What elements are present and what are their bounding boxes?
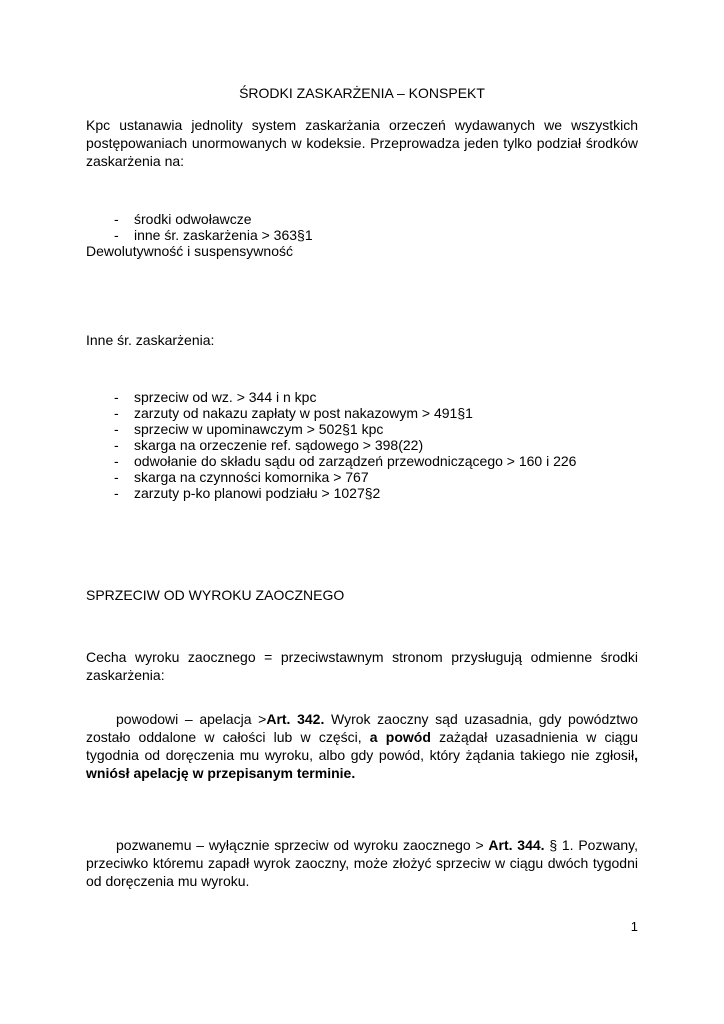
appeal-types-list [86, 211, 638, 243]
inne-heading: Inne śr. zaskarżenia: [86, 332, 215, 348]
powod-text-2: Wyrok zaoczny sąd uzasadnia, gdy powództwo zostało oddalone w całości lub w części, [86, 711, 639, 745]
list-item: - zarzuty p-ko planowi podziału > 1027§2 [86, 485, 638, 501]
dewolutywnosc-line: Dewolutywność i suspensywność [86, 243, 293, 259]
page-number: 1 [630, 919, 638, 934]
powod-text-1: powodowi – apelacja > [116, 711, 267, 727]
list-item: - zarzuty od nakazu zapłaty w post nakazowym > 491§1 [86, 405, 638, 421]
document-title: ŚRODKI ZASKARŻENIA – KONSPEKT [239, 85, 485, 101]
powod-text-3: zażądał uzasadnienia w ciągu tygodnia od doręczenia mu wyroku, albo gdy powód, który żądania takiego nie zgłosił [86, 729, 638, 763]
powod-bold-3: , wniósł apelację w przepisanym terminie. [86, 747, 638, 781]
other-remedies-list [86, 389, 638, 501]
pozwany-text-1: pozwanemu – wyłącznie sprzeciw od wyroku zaocznego > [116, 837, 489, 853]
intro-paragraph: Kpc ustanawia jednolity system zaskarżania orzeczeń wydawanych we wszystkich postępowaniach unormowanych w kodeksie. Przeprowadza jeden tylko podział środków zaskarżenia na: [86, 117, 638, 169]
list-item: - środki odwoławcze [86, 211, 638, 227]
pozwany-paragraph [86, 836, 638, 890]
list-item: - skarga na orzeczenie ref. sądowego > 398(22) [86, 437, 638, 453]
list-item: - skarga na czynności komornika > 767 [86, 469, 638, 485]
section-heading: SPRZECIW OD WYROKU ZAOCZNEGO [86, 587, 345, 603]
pozwany-text-2: § 1. Pozwany, przeciwko któremu zapadł wyrok zaoczny, może złożyć sprzeciw w ciągu dwóch tygodni od doręczenia mu wyroku. [86, 837, 638, 889]
powod-article: Art. 342. [266, 711, 325, 727]
list-item: - sprzeciw w upominawczym > 502§1 kpc [86, 421, 638, 437]
list-item: - inne śr. zaskarżenia > 363§1 [86, 227, 638, 243]
powod-bold-2: a powód [369, 729, 431, 745]
cecha-paragraph: Cecha wyroku zaocznego = przeciwstawnym stronom przysługują odmienne środki zaskarżenia: [86, 649, 638, 683]
pozwany-article: Art. 344. [488, 837, 545, 853]
powod-paragraph [86, 710, 638, 782]
list-item: - sprzeciw od wz. > 344 i n kpc [86, 389, 638, 405]
list-item: - odwołanie do składu sądu od zarządzeń przewodniczącego > 160 i 226 [86, 453, 638, 469]
